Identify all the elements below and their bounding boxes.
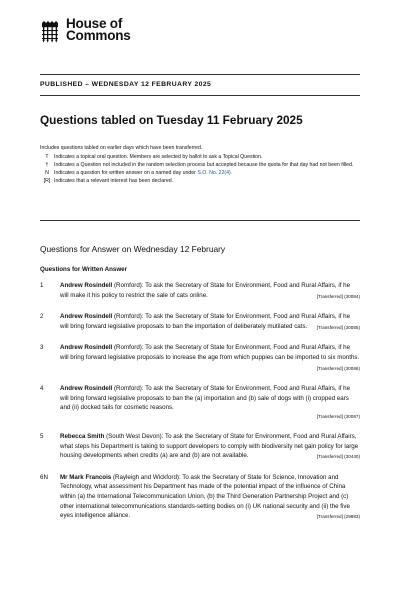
legend-text: Indicates a topical oral question. Members are selected by ballot to ask a Topical Question. [54,154,263,160]
legend [40,144,360,185]
legend-intro: Includes questions tabled on earlier days which have been transferred. [40,145,203,151]
question-body [60,432,360,462]
legend-divider [40,220,360,221]
question-item [40,281,360,301]
question-reference: [Transferred] (30084) [316,293,360,299]
question-text: (Romford): To ask the Secretary of State for Environment, Food and Rural Affairs, if he will bring forward legislative proposals to ban the (a) importation and (b) sale of dogs with (i) cropped ears and (ii) docked tails for cosmetic reasons. [60,385,351,412]
legend-row [40,153,360,161]
question-body [60,281,360,301]
question-item [40,473,360,522]
member-name: Mr Mark Francois [60,473,112,481]
question-item [40,432,360,462]
question-body [60,343,360,373]
member-name: Andrew Rosindell [60,313,113,321]
legend-row [40,161,360,169]
wordmark [66,18,131,42]
question-text: (Romford): To ask the Secretary of State for Environment, Food and Rural Affairs, if he will make it his policy to restrict the sale of cats online. [60,282,351,299]
house-of-commons-logo [40,18,131,43]
question-reference: [Transferred] (30086) [316,365,360,371]
legend-row [40,169,360,177]
question-number: 6N [40,473,48,481]
question-number: 1 [40,282,44,289]
portcullis-icon [40,19,60,43]
question-reference: [Transferred] (30085) [316,324,360,330]
brand-line-2: Commons [66,28,131,43]
legend-text: Indicates a Question not included in the random selection process but accepted because the quota for that day had not been filled. [54,162,354,168]
question-item [40,312,360,332]
page-title: Questions tabled on Tuesday 11 February 2025 [40,113,303,127]
member-name: Andrew Rosindell [60,385,113,393]
brand-line-1: House of [66,16,123,31]
member-name: Andrew Rosindell [60,344,113,352]
legend-text: Indicates that a relevant interest has been declared. [54,178,174,184]
legend-symbol: N [45,170,49,176]
section-heading: Questions for Answer on Wednesday 12 February [40,244,226,254]
published-date: PUBLISHED – WEDNESDAY 12 FEBRUARY 2025 [40,81,212,88]
question-number: 3 [40,344,44,352]
question-text: (Rayleigh and Wickford): To ask the Secretary of State for Science, Innovation and Technology, what assessment his Department has made of the potential impact of the influence of China within (a) the International Telecommunication Union, (b) the Third Generation Partnership Project and (c) other international telecommunications standards-setting bodies on (i) UK national security and (ii) the five eyes intelligence alliance. [60,473,350,520]
legend-text-wrapper [54,169,360,177]
legend-symbol: † [45,162,49,168]
question-body [60,384,360,421]
question-reference: [Transferred] (30087) [316,413,360,419]
legend-text: Indicates a question for written answer on a named day under [54,170,198,176]
question-text: (Romford): To ask the Secretary of State for Environment, Food and Rural Affairs, if he will bring forward legislative proposals to increase the age from which puppies can be imported to six months. [60,344,360,361]
question-text: (Romford): To ask the Secretary of State for Environment, Food and Rural Affairs, if he will bring forward legislative proposals to ban the importation of deliberately mutilated cats. [60,313,351,330]
question-text: (South West Devon): To ask the Secretary of State for Environment, Food and Rural Affairs, what steps his Department is taking to support developers to comply with biodiversity net gain policy for large housing developments when credits (a) are and (b) are not available. [60,432,359,460]
question-number: 4 [40,385,44,393]
question-item [40,343,360,373]
legend-row [40,177,360,185]
question-item [40,384,360,421]
published-divider [40,95,360,96]
standing-order-link[interactable]: S.O. No. 22(4). [197,170,233,176]
member-name: Andrew Rosindell [60,282,113,289]
legend-symbol: [R] [43,178,51,184]
question-number: 2 [40,313,44,321]
sub-heading: Questions for Written Answer [40,266,127,273]
question-body [60,473,360,522]
member-name: Rebecca Smith [60,432,105,440]
question-number: 5 [40,432,44,440]
question-body [60,312,360,332]
question-reference: [Transferred] (29883) [316,514,360,520]
top-divider [40,74,360,75]
legend-symbol: T [45,154,49,160]
question-reference: [Transferred] (30440) [316,454,360,460]
question-list [40,281,360,533]
